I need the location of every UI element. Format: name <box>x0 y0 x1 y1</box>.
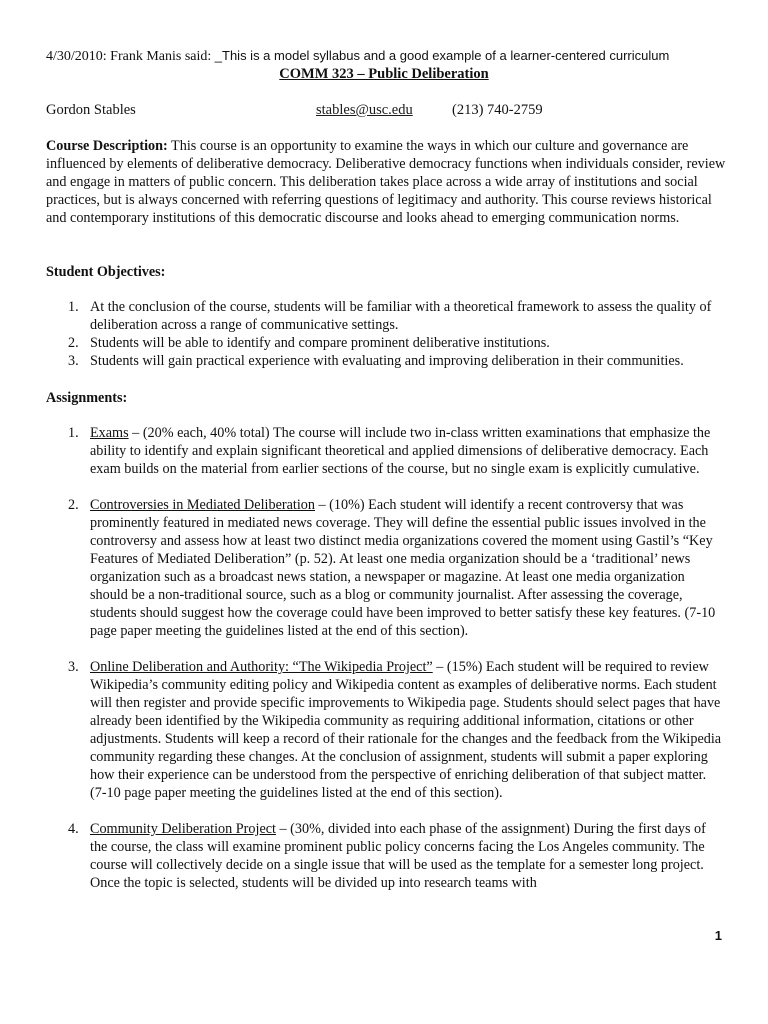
objective-text: Students will be able to identify and compare prominent deliberative institutions. <box>90 335 550 351</box>
objectives-list <box>46 298 726 370</box>
instructor-email-link[interactable]: stables@usc.edu <box>316 102 413 118</box>
page-number: 1 <box>714 928 722 943</box>
objective-text: Students will gain practical experience with evaluating and improving deliberation in their communities. <box>90 353 684 369</box>
assignment-item <box>46 496 726 640</box>
annotation-note <box>46 47 746 66</box>
assignment-item <box>46 424 726 478</box>
assignment-item <box>46 820 726 892</box>
course-description-label: Course Description: <box>46 138 168 154</box>
assignment-text: – (30%, divided into each phase of the assignment) During the first days of the course, the class will examine prominent public policy concerns facing the Los Angeles community. The course will collectively decide on a single issue that will be used as the template for a semester long project. Once the topic is selected, students will be divided up into research teams with <box>90 821 706 891</box>
assignment-number: 1. <box>68 425 79 441</box>
assignments-heading: Assignments: <box>46 390 128 406</box>
assignment-title: Controversies in Mediated Deliberation <box>90 497 315 513</box>
objective-item <box>46 352 726 370</box>
assignment-text: – (20% each, 40% total) The course will include two in-class written examinations that emphasize the ability to identify and explain significant theoretical and applied dimensions of deliberative democracy. Each exam builds on the material from earlier sections of the course, but no single exam is explicitly cumulative. <box>90 425 711 477</box>
assignment-title: Online Deliberation and Authority: “The Wikipedia Project” <box>90 659 433 675</box>
assignments-list <box>46 424 726 910</box>
objective-number: 2. <box>68 335 79 351</box>
note-body: _This is a model syllabus and a good example of a learner-centered curriculum <box>214 48 670 63</box>
objective-text: At the conclusion of the course, students will be familiar with a theoretical framework to assess the quality of deliberation across a range of communicative settings. <box>90 299 712 333</box>
assignment-number: 3. <box>68 659 79 675</box>
assignment-text: – (15%) Each student will be required to review Wikipedia’s community editing policy and Wikipedia content as examples of deliberative norms. Each student will then register and provide specific improvements to Wikipedia page. Students should select pages that have already been identified by the Wikipedia community as requiring additional information, citations or other adjustments. Students will keep a record of their rationale for the changes and the feedback from the Wikipedia community regarding these changes. At the conclusion of assignment, students will submit a paper exploring how their experience can be understood from the perspective of enriching deliberation of that subject matter. (7-10 page paper meeting the guidelines listed at the end of this section). <box>90 659 722 801</box>
course-title: COMM 323 – Public Deliberation <box>279 66 489 82</box>
course-description <box>46 137 726 227</box>
objective-item <box>46 334 726 352</box>
assignment-number: 4. <box>68 821 79 837</box>
course-description-text: This course is an opportunity to examine the ways in which our culture and governance are influenced by elements of deliberative democracy. Deliberative democracy functions when individuals consider, review and engage in matters of public concern. This deliberation takes place across a wide array of institutions and social practices, but is always concerned with referring questions of legitimacy and authority. This course reviews historical and contemporary institutions of this democratic discourse and looks ahead to emerging communication norms. <box>46 138 726 226</box>
objective-number: 1. <box>68 299 79 315</box>
instructor-phone: (213) 740-2759 <box>452 102 543 118</box>
assignment-item <box>46 658 726 802</box>
objective-item <box>46 298 726 334</box>
objective-number: 3. <box>68 353 79 369</box>
assignment-title: Community Deliberation Project <box>90 821 276 837</box>
assignment-title: Exams <box>90 425 129 441</box>
note-prefix: 4/30/2010: Frank Manis said: <box>46 49 215 64</box>
instructor-name: Gordon Stables <box>46 102 136 118</box>
assignment-text: – (10%) Each student will identify a recent controversy that was prominently featured in mediated news coverage. They will define the essential public issues involved in the controversy and assess how at least two distinct media organizations covered the moment using Gastil’s “Key Features of Mediated Deliberation” (p. 52). At least one media organization should be a ‘traditional’ news organization such as a broadcast news station, a newspaper or magazine. At least one media organization should be a non-traditional source, such as a blog or community journalist. After assessing the coverage, students should suggest how the coverage could have been improved to better satisfy these key features. (7-10 page paper meeting the guidelines listed at the end of this section). <box>90 497 716 639</box>
assignment-number: 2. <box>68 497 79 513</box>
objectives-heading: Student Objectives: <box>46 264 166 280</box>
